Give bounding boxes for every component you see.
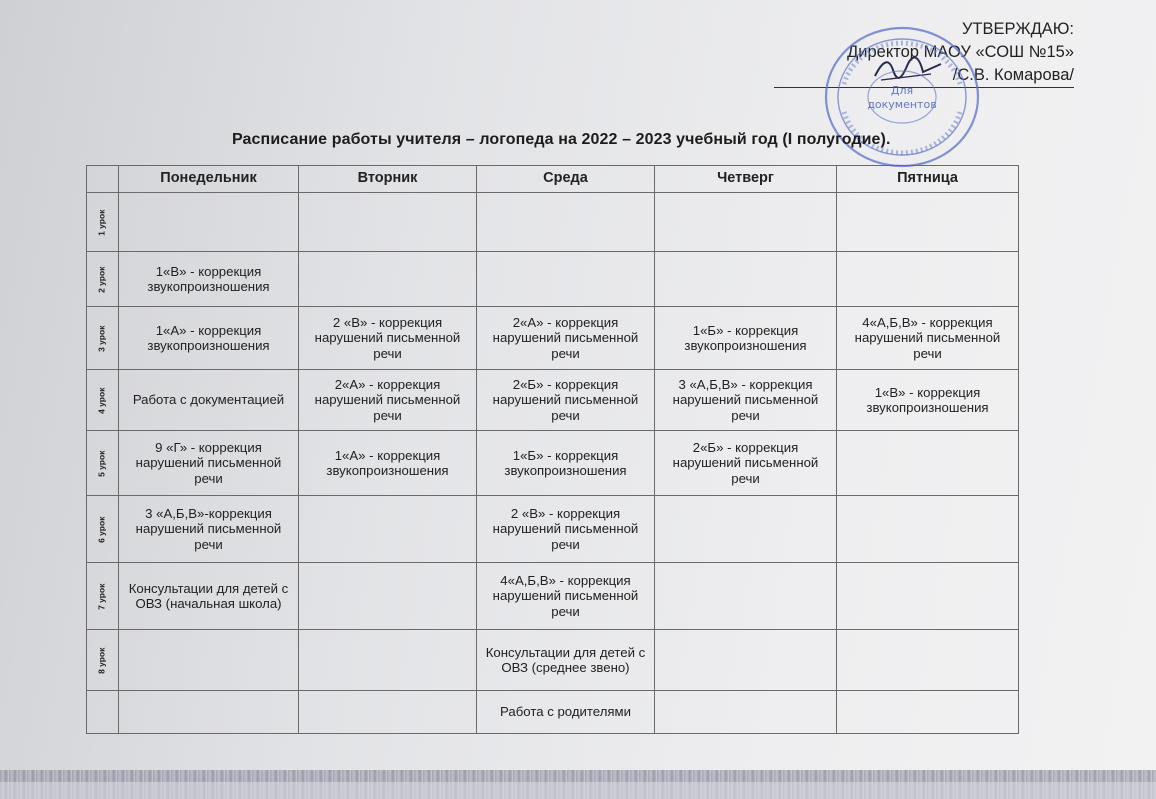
scan-edge-shadow: [0, 782, 1156, 799]
lesson-number-text: 1 урок: [96, 209, 107, 237]
lesson-number: [87, 630, 119, 691]
lesson-number: [87, 563, 119, 630]
header-tuesday: Вторник: [299, 166, 477, 193]
cell-friday: [837, 630, 1019, 691]
cell-tuesday: [299, 691, 477, 734]
director-position: Директор МАОУ «СОШ №15»: [847, 43, 1074, 61]
cell-friday: [837, 496, 1019, 563]
cell-friday: 1«В» - коррекция звукопроизношения: [837, 370, 1019, 431]
cell-thursday: [655, 691, 837, 734]
cell-monday: Консультации для детей с ОВЗ (начальная школа): [119, 563, 299, 630]
table-row: [87, 370, 1019, 431]
cell-monday: Работа с документацией: [119, 370, 299, 431]
cell-thursday: [655, 193, 837, 252]
approval-heading: УТВЕРЖДАЮ:: [961, 20, 1074, 38]
cell-monday: [119, 630, 299, 691]
schedule-table-wrapper: [86, 165, 1018, 734]
cell-wednesday: [477, 193, 655, 252]
cell-tuesday: [299, 193, 477, 252]
cell-friday: [837, 431, 1019, 496]
lesson-number: [87, 496, 119, 563]
lesson-number: [87, 691, 119, 734]
table-row: [87, 193, 1019, 252]
lesson-number-text: 8 урок: [96, 647, 107, 675]
cell-monday: 1«А» - коррекция звукопроизношения: [119, 307, 299, 370]
lesson-number-text: 6 урок: [96, 516, 107, 544]
cell-friday: [837, 252, 1019, 307]
cell-thursday: 1«Б» - коррекция звукопроизношения: [655, 307, 837, 370]
cell-thursday: 2«Б» - коррекция нарушений письменной речи: [655, 431, 837, 496]
cell-thursday: [655, 252, 837, 307]
lesson-number-text: 3 урок: [96, 325, 107, 353]
cell-monday: [119, 193, 299, 252]
cell-friday: [837, 193, 1019, 252]
lesson-number-text: 4 урок: [96, 387, 107, 415]
cell-tuesday: [299, 563, 477, 630]
header-row: [87, 166, 1019, 193]
cell-monday: 9 «Г» - коррекция нарушений письменной речи: [119, 431, 299, 496]
table-row: [87, 431, 1019, 496]
cell-tuesday: 1«А» - коррекция звукопроизношения: [299, 431, 477, 496]
cell-tuesday: [299, 252, 477, 307]
cell-wednesday: 2 «В» - коррекция нарушений письменной речи: [477, 496, 655, 563]
director-name: /С.В. Комарова/: [952, 66, 1074, 84]
lesson-number-text: 5 урок: [96, 450, 107, 478]
lesson-number: [87, 370, 119, 431]
cell-friday: [837, 563, 1019, 630]
cell-monday: 3 «А,Б,В»-коррекция нарушений письменной речи: [119, 496, 299, 563]
cell-tuesday: 2«А» - коррекция нарушений письменной речи: [299, 370, 477, 431]
lesson-number: [87, 431, 119, 496]
lesson-number: [87, 307, 119, 370]
cell-wednesday: 2«А» - коррекция нарушений письменной речи: [477, 307, 655, 370]
lesson-number: [87, 252, 119, 307]
stamp-text-2: документов: [867, 98, 937, 111]
cell-wednesday: 1«Б» - коррекция звукопроизношения: [477, 431, 655, 496]
table-row: [87, 691, 1019, 734]
table-row: [87, 630, 1019, 691]
cell-thursday: 3 «А,Б,В» - коррекция нарушений письменной речи: [655, 370, 837, 431]
table-row: [87, 496, 1019, 563]
cell-thursday: [655, 630, 837, 691]
cell-wednesday: 2«Б» - коррекция нарушений письменной речи: [477, 370, 655, 431]
header-wednesday: Среда: [477, 166, 655, 193]
cell-tuesday: [299, 630, 477, 691]
lesson-number-text: 2 урок: [96, 266, 107, 294]
cell-monday: [119, 691, 299, 734]
cell-tuesday: [299, 496, 477, 563]
table-row: [87, 252, 1019, 307]
header-thursday: Четверг: [655, 166, 837, 193]
document-title: Расписание работы учителя – логопеда на 2022 – 2023 учебный год (I полугодие).: [232, 131, 891, 148]
cell-wednesday: Консультации для детей с ОВЗ (среднее звено): [477, 630, 655, 691]
header-monday: Понедельник: [119, 166, 299, 193]
stamp-text-1: Для: [890, 84, 914, 97]
cell-thursday: [655, 496, 837, 563]
cell-friday: 4«А,Б,В» - коррекция нарушений письменной речи: [837, 307, 1019, 370]
cell-wednesday: Работа с родителями: [477, 691, 655, 734]
cell-thursday: [655, 563, 837, 630]
cell-wednesday: [477, 252, 655, 307]
table-row: [87, 307, 1019, 370]
cell-friday: [837, 691, 1019, 734]
lesson-number: [87, 193, 119, 252]
cell-monday: 1«В» - коррекция звукопроизношения: [119, 252, 299, 307]
header-friday: Пятница: [837, 166, 1019, 193]
cell-wednesday: 4«А,Б,В» - коррекция нарушений письменной речи: [477, 563, 655, 630]
cell-tuesday: 2 «В» - коррекция нарушений письменной речи: [299, 307, 477, 370]
lesson-number-text: 7 урок: [96, 583, 107, 611]
header-cell-corner: [87, 166, 119, 193]
table-row: [87, 563, 1019, 630]
schedule-table: [86, 165, 1019, 734]
